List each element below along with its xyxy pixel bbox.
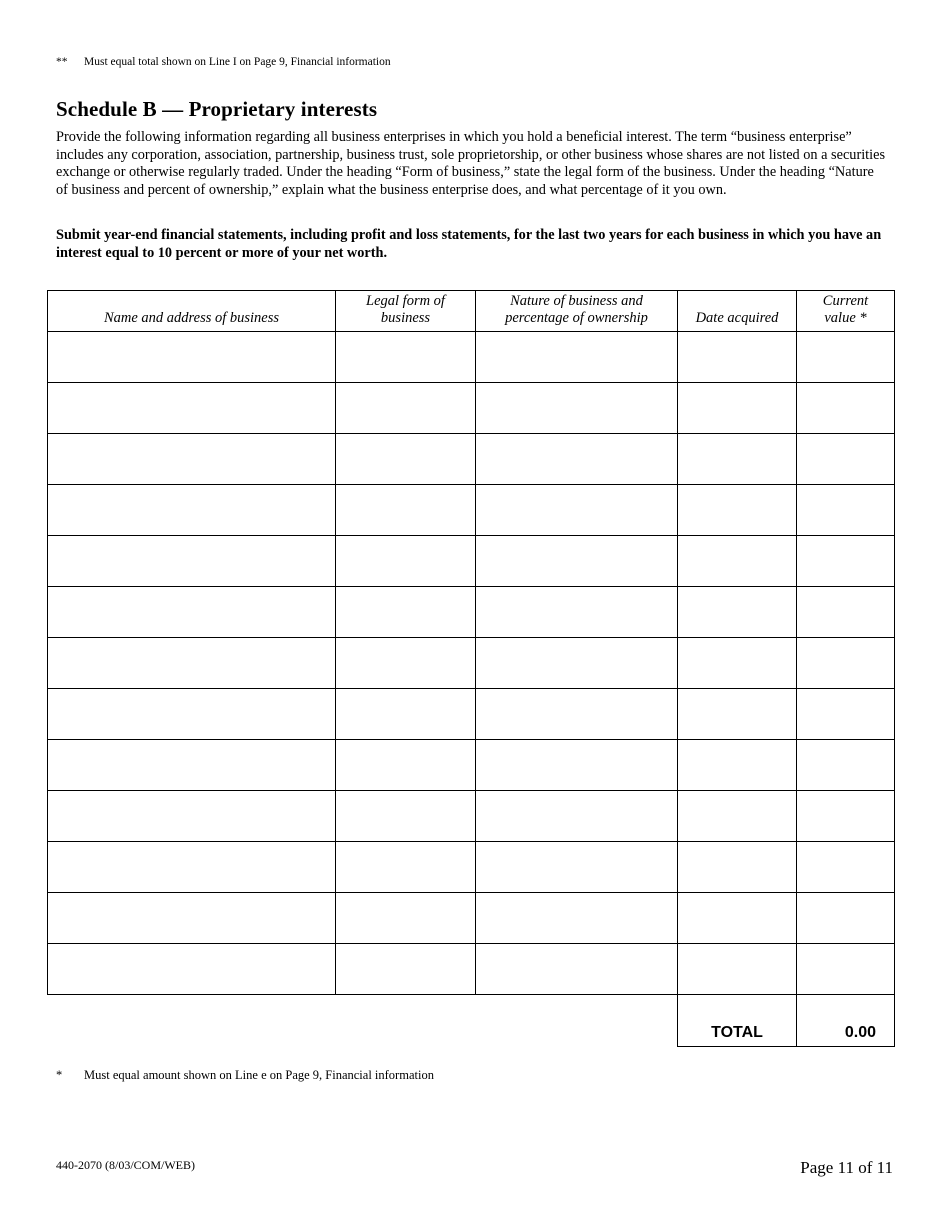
cell-date-acquired[interactable] (678, 842, 797, 893)
total-row (677, 995, 895, 1047)
cell-legal-form[interactable] (336, 332, 476, 383)
cell-nature-ownership[interactable] (476, 587, 678, 638)
cell-name-address[interactable] (48, 638, 336, 689)
cell-legal-form[interactable] (336, 587, 476, 638)
table-row (48, 332, 895, 383)
cell-legal-form[interactable] (336, 536, 476, 587)
top-footnote-marker: ** (56, 56, 68, 68)
schedule-intro: Provide the following information regarding all business enterprises in which you hold a beneficial interest. The term “business enterprise” includes any corporation, association, partnership, business trust, sole proprietorship, or other business whose shares are not listed on a securities exchange or otherwise regularly traded. Under the heading “Form of business,” state the legal form of the business. Under the heading “Nature of business and percent of ownership,” explain what the business enterprise does, and what percentage of it you own. (56, 129, 886, 198)
cell-legal-form[interactable] (336, 842, 476, 893)
cell-legal-form[interactable] (336, 383, 476, 434)
cell-current-value[interactable] (797, 893, 895, 944)
cell-date-acquired[interactable] (678, 485, 797, 536)
top-footnote (56, 56, 391, 68)
cell-date-acquired[interactable] (678, 740, 797, 791)
header-current-value: Current value * (797, 291, 895, 332)
cell-name-address[interactable] (48, 587, 336, 638)
cell-current-value[interactable] (797, 332, 895, 383)
cell-nature-ownership[interactable] (476, 689, 678, 740)
cell-date-acquired[interactable] (678, 893, 797, 944)
cell-date-acquired[interactable] (678, 944, 797, 995)
cell-legal-form[interactable] (336, 485, 476, 536)
table-header-row (48, 291, 895, 332)
cell-date-acquired[interactable] (678, 638, 797, 689)
cell-current-value[interactable] (797, 434, 895, 485)
cell-current-value[interactable] (797, 740, 895, 791)
cell-date-acquired[interactable] (678, 383, 797, 434)
top-footnote-text: Must equal total shown on Line I on Page 9, Financial information (84, 56, 391, 68)
cell-current-value[interactable] (797, 587, 895, 638)
cell-name-address[interactable] (48, 842, 336, 893)
cell-name-address[interactable] (48, 383, 336, 434)
cell-current-value[interactable] (797, 791, 895, 842)
cell-nature-ownership[interactable] (476, 740, 678, 791)
cell-nature-ownership[interactable] (476, 791, 678, 842)
table-row (48, 791, 895, 842)
cell-nature-ownership[interactable] (476, 383, 678, 434)
cell-name-address[interactable] (48, 740, 336, 791)
table-row (48, 638, 895, 689)
cell-name-address[interactable] (48, 434, 336, 485)
cell-nature-ownership[interactable] (476, 893, 678, 944)
cell-nature-ownership[interactable] (476, 485, 678, 536)
cell-current-value[interactable] (797, 689, 895, 740)
cell-legal-form[interactable] (336, 740, 476, 791)
table-row (48, 434, 895, 485)
header-nature-ownership: Nature of business and percentage of ownership (476, 291, 678, 332)
header-legal-form: Legal form of business (336, 291, 476, 332)
cell-legal-form[interactable] (336, 944, 476, 995)
bottom-footnote (56, 1068, 434, 1083)
cell-legal-form[interactable] (336, 893, 476, 944)
header-name-address: Name and address of business (48, 291, 336, 332)
cell-nature-ownership[interactable] (476, 842, 678, 893)
cell-date-acquired[interactable] (678, 536, 797, 587)
proprietary-interests-table (47, 290, 895, 995)
cell-nature-ownership[interactable] (476, 638, 678, 689)
cell-date-acquired[interactable] (678, 791, 797, 842)
table-row (48, 740, 895, 791)
cell-name-address[interactable] (48, 536, 336, 587)
cell-legal-form[interactable] (336, 689, 476, 740)
cell-current-value[interactable] (797, 536, 895, 587)
table-row (48, 689, 895, 740)
table-row (48, 944, 895, 995)
total-label: TOTAL (678, 995, 797, 1046)
cell-nature-ownership[interactable] (476, 434, 678, 485)
cell-nature-ownership[interactable] (476, 944, 678, 995)
cell-name-address[interactable] (48, 893, 336, 944)
total-value-field[interactable]: 0.00 (797, 995, 895, 1046)
page-number: Page 11 of 11 (800, 1158, 893, 1177)
header-date-acquired: Date acquired (678, 291, 797, 332)
bottom-footnote-marker: * (56, 1068, 63, 1082)
cell-legal-form[interactable] (336, 791, 476, 842)
table-body (48, 332, 895, 995)
cell-current-value[interactable] (797, 842, 895, 893)
cell-current-value[interactable] (797, 638, 895, 689)
cell-date-acquired[interactable] (678, 587, 797, 638)
cell-current-value[interactable] (797, 944, 895, 995)
cell-date-acquired[interactable] (678, 332, 797, 383)
cell-name-address[interactable] (48, 689, 336, 740)
table-row (48, 383, 895, 434)
bottom-footnote-text: Must equal amount shown on Line e on Page 9, Financial information (84, 1068, 434, 1082)
cell-name-address[interactable] (48, 332, 336, 383)
cell-name-address[interactable] (48, 944, 336, 995)
table-row (48, 893, 895, 944)
cell-nature-ownership[interactable] (476, 536, 678, 587)
cell-current-value[interactable] (797, 485, 895, 536)
cell-name-address[interactable] (48, 485, 336, 536)
cell-current-value[interactable] (797, 383, 895, 434)
table-row (48, 485, 895, 536)
table-row (48, 842, 895, 893)
cell-date-acquired[interactable] (678, 689, 797, 740)
financial-statements-instruction: Submit year-end financial statements, including profit and loss statements, for the last two years for each business in which you have an interest equal to 10 percent or more of your net worth. (56, 227, 882, 261)
form-identifier: 440-2070 (8/03/COM/WEB) (56, 1158, 195, 1172)
cell-name-address[interactable] (48, 791, 336, 842)
cell-legal-form[interactable] (336, 434, 476, 485)
schedule-title: Schedule B — Proprietary interests (56, 97, 378, 121)
table-row (48, 536, 895, 587)
cell-nature-ownership[interactable] (476, 332, 678, 383)
cell-date-acquired[interactable] (678, 434, 797, 485)
table-row (48, 587, 895, 638)
cell-legal-form[interactable] (336, 638, 476, 689)
